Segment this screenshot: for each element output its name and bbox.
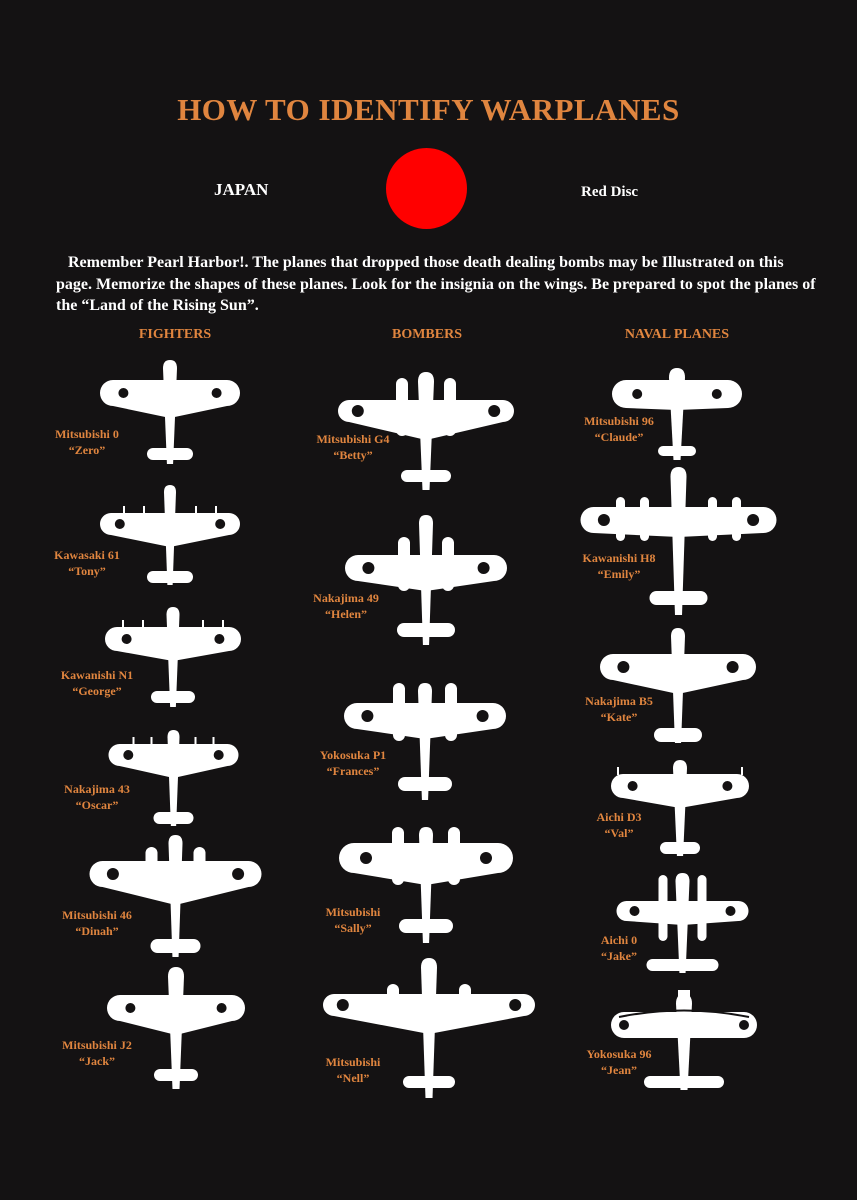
plane-silhouette-jack-icon xyxy=(106,967,246,1089)
plane-nickname: “Helen” xyxy=(325,607,367,621)
plane-label xyxy=(559,1046,679,1078)
plane-name: Kawanishi N1 xyxy=(60,668,134,682)
plane-label xyxy=(559,693,679,725)
country-label: JAPAN xyxy=(214,180,269,199)
plane-nickname: “Oscar” xyxy=(75,798,119,812)
plane-label xyxy=(559,550,679,582)
plane-nickname: “Jean” xyxy=(601,1063,637,1077)
plane-nickname: “Nell” xyxy=(336,1071,370,1085)
plane-label xyxy=(27,426,147,458)
plane-label xyxy=(286,590,406,622)
plane-name: Nakajima 49 xyxy=(313,591,379,605)
plane-label xyxy=(27,547,147,579)
column-heading-fighters: FIGHTERS xyxy=(138,327,212,342)
plane-nickname: “Val” xyxy=(604,826,634,840)
plane-silhouette-helen-icon xyxy=(345,515,507,645)
plane-silhouette-oscar-icon xyxy=(106,730,241,828)
plane-nickname: “Sally” xyxy=(334,921,372,935)
plane-name: Kawanishi H8 xyxy=(582,551,656,565)
plane-name: Mitsubishi xyxy=(325,1055,381,1069)
plane-nickname: “Dinah” xyxy=(75,924,119,938)
plane-label xyxy=(559,413,679,445)
plane-name: Yokosuka P1 xyxy=(319,748,387,762)
plane-name: Yokosuka 96 xyxy=(586,1047,652,1061)
plane-nickname: “Claude” xyxy=(594,430,644,444)
plane-nickname: “Betty” xyxy=(333,448,373,462)
plane-name: Nakajima 43 xyxy=(64,782,130,796)
red-disc-insignia xyxy=(386,148,467,229)
plane-silhouette-emily-icon xyxy=(580,467,777,615)
plane-label xyxy=(293,431,413,463)
plane-nickname: “Kate” xyxy=(600,710,638,724)
plane-label xyxy=(559,809,679,841)
plane-label xyxy=(37,781,157,813)
plane-silhouette-frances-icon xyxy=(344,677,506,800)
plane-nickname: “Jack” xyxy=(79,1054,115,1068)
plane-name: Mitsubishi 96 xyxy=(584,414,654,428)
plane-name: Mitsubishi J2 xyxy=(62,1038,132,1052)
plane-nickname: “Jake” xyxy=(601,949,637,963)
plane-label xyxy=(293,747,413,779)
plane-label xyxy=(37,907,157,939)
plane-name: Mitsubishi 0 xyxy=(55,427,119,441)
plane-label xyxy=(293,1054,413,1086)
plane-label xyxy=(37,1037,157,1069)
plane-nickname: “Emily” xyxy=(597,567,641,581)
plane-name: Mitsubishi G4 xyxy=(316,432,390,446)
page-title: HOW TO IDENTIFY WARPLANES xyxy=(177,92,680,127)
intro-paragraph: Remember Pearl Harbor!. The planes that dropped those death dealing bombs may be Illustrated on this page. Memorize the shapes of these planes. Look for the insignia on the wings. Be prepared to spot the planes of the “Land of the Rising Sun”. xyxy=(56,254,816,314)
plane-nickname: “George” xyxy=(72,684,122,698)
plane-name: Mitsubishi 46 xyxy=(62,908,132,922)
plane-label xyxy=(559,932,679,964)
plane-silhouette-val-icon xyxy=(610,760,750,856)
plane-name: Mitsubishi xyxy=(325,905,381,919)
plane-label xyxy=(293,904,413,936)
plane-nickname: “Zero” xyxy=(68,443,106,457)
insignia-label: Red Disc xyxy=(581,184,639,200)
plane-nickname: “Tony” xyxy=(68,564,106,578)
plane-nickname: “Frances” xyxy=(326,764,380,778)
plane-name: Aichi D3 xyxy=(596,810,642,824)
column-heading-bombers: BOMBERS xyxy=(391,327,462,342)
plane-name: Aichi 0 xyxy=(600,933,638,947)
plane-name: Nakajima B5 xyxy=(585,694,653,708)
plane-silhouette-kate-icon xyxy=(600,628,756,743)
column-heading-naval-planes: NAVAL PLANES xyxy=(624,327,730,342)
plane-label xyxy=(37,667,157,699)
plane-name: Kawasaki 61 xyxy=(54,548,120,562)
